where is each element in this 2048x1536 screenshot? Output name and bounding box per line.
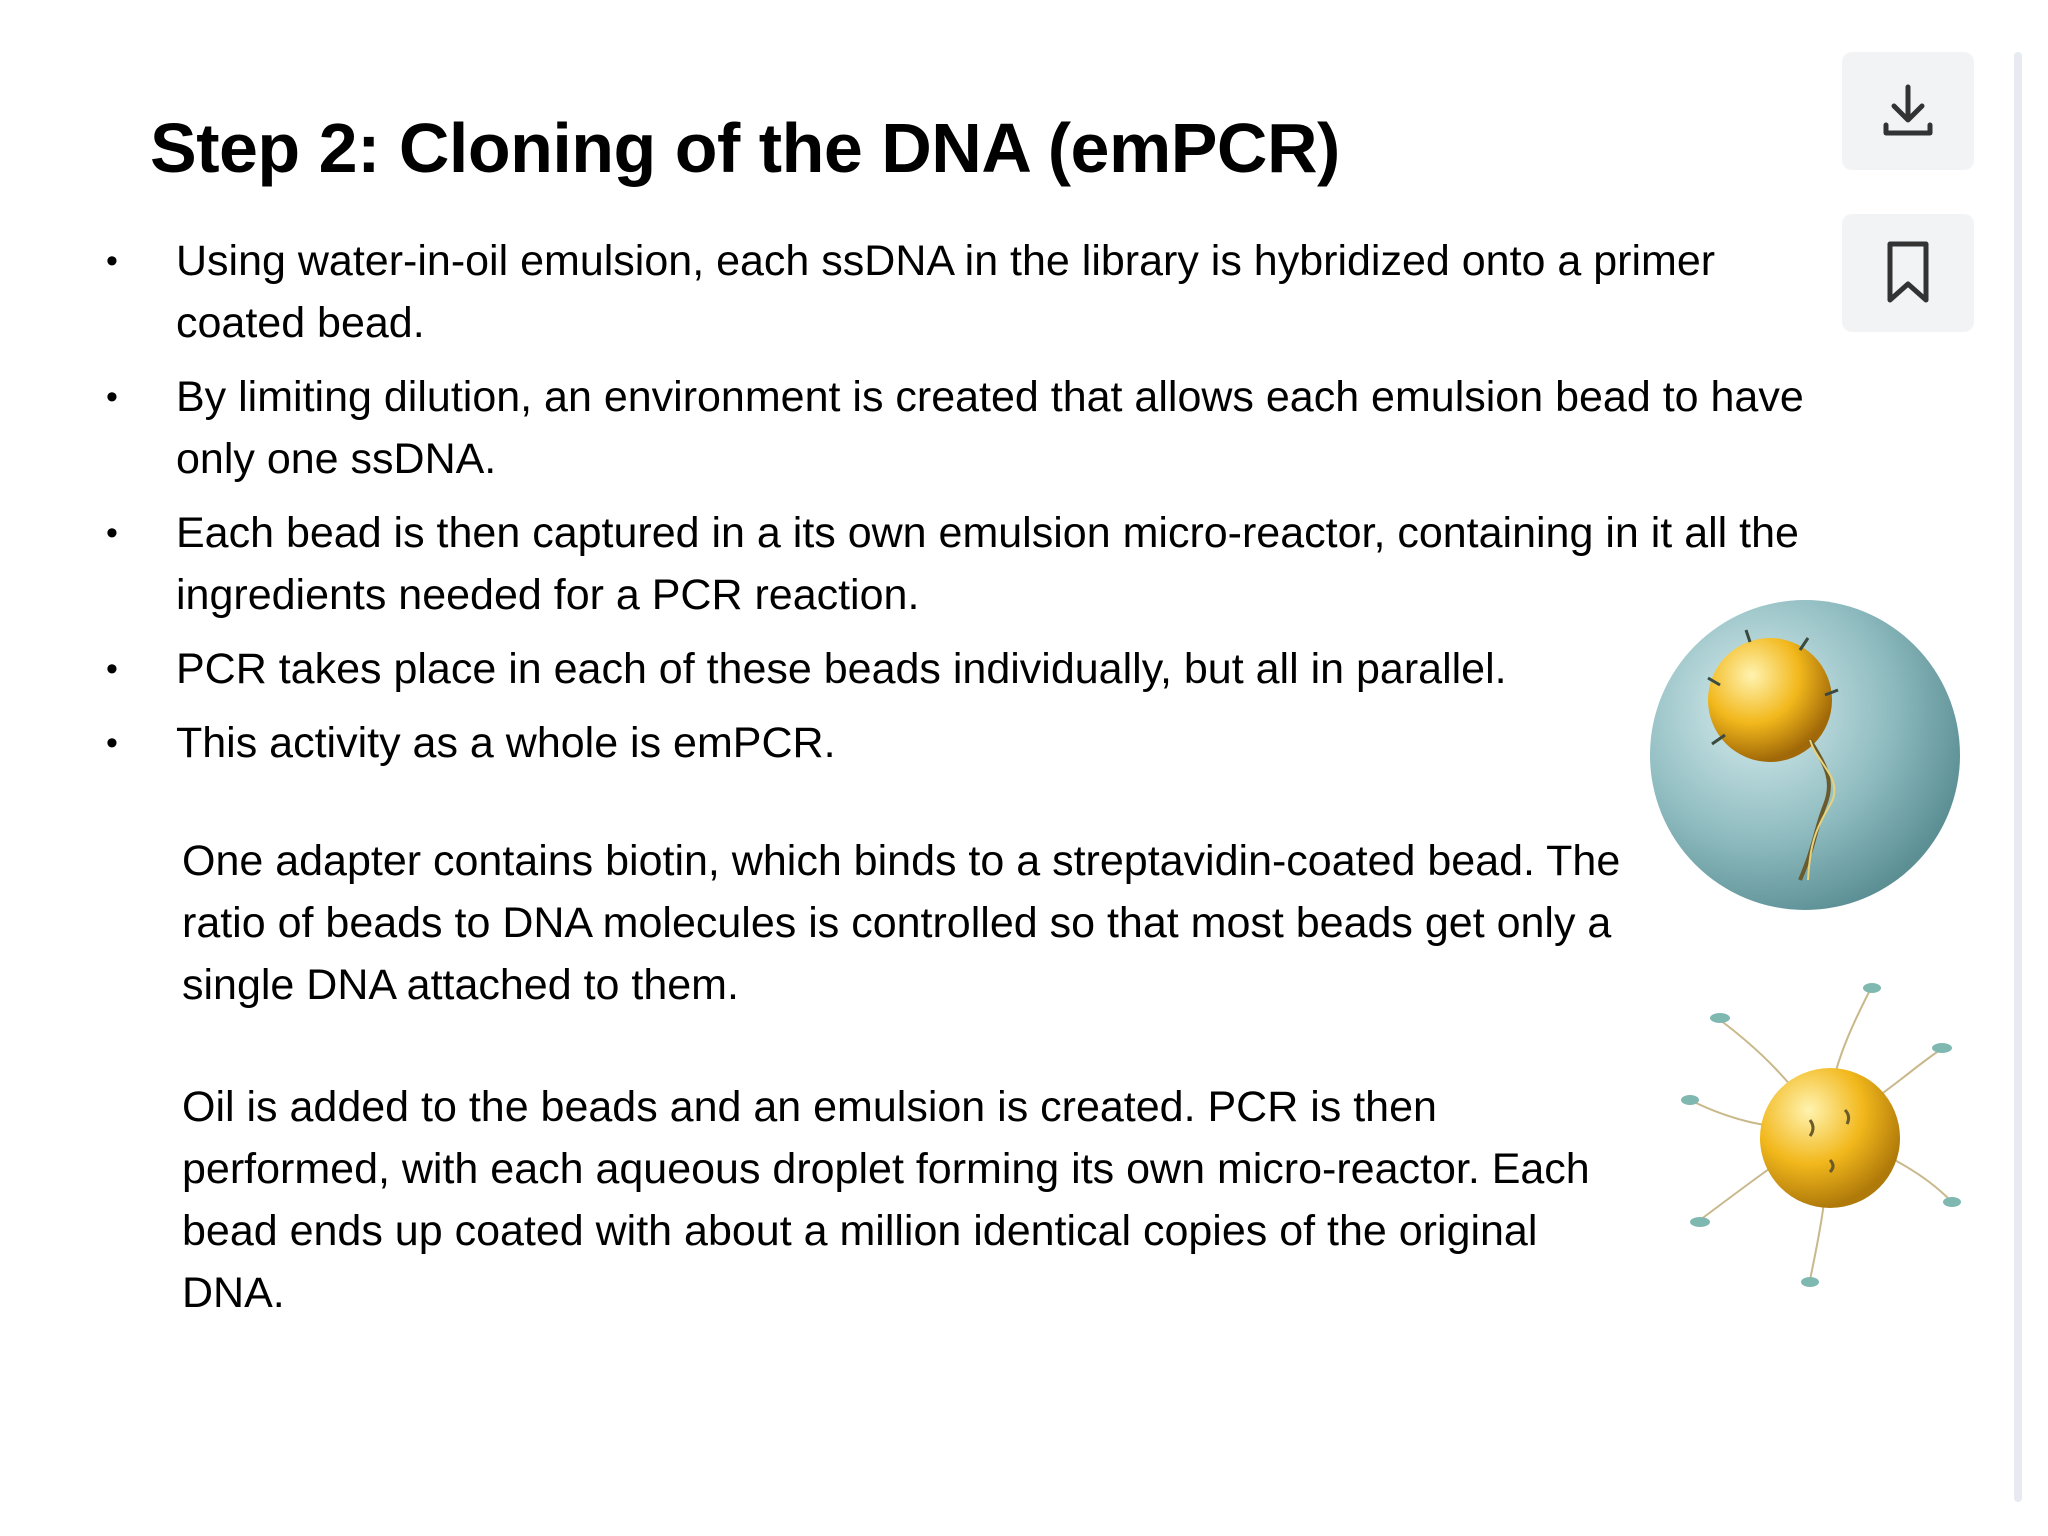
bookmark-icon: [1880, 238, 1936, 308]
coated-bead-illustration: [1680, 960, 1970, 1300]
download-button[interactable]: [1842, 52, 1974, 170]
bullet-item: [100, 230, 1840, 354]
bullet-glyph: •: [106, 724, 118, 762]
bookmark-button[interactable]: [1842, 214, 1974, 332]
bullet-text: Using water-in-oil emulsion, each ssDNA in the library is hybridized onto a primer coated bead.: [176, 237, 1716, 347]
bead-sphere: [1760, 1068, 1900, 1208]
slide-title: Step 2: Cloning of the DNA (emPCR): [150, 109, 1340, 187]
bullet-item: [100, 712, 1840, 774]
bullet-glyph: •: [106, 650, 118, 688]
bullet-glyph: •: [106, 242, 118, 280]
bullet-text: Each bead is then captured in a its own emulsion micro-reactor, containing in it all the ingredients needed for a PCR reaction.: [176, 509, 1799, 619]
bullet-item: [100, 638, 1840, 700]
bullet-text: This activity as a whole is emPCR.: [176, 719, 836, 767]
bullet-glyph: •: [106, 378, 118, 416]
paragraph-biotin: One adapter contains biotin, which binds to a streptavidin-coated bead. The ratio of beads to DNA molecules is controlled so that most beads get only a single DNA attached to them.: [182, 837, 1621, 1009]
bullet-glyph: •: [106, 514, 118, 552]
emulsion-droplet-illustration: [1640, 590, 1970, 920]
download-icon: [1876, 79, 1940, 143]
bullet-text: PCR takes place in each of these beads individually, but all in parallel.: [176, 645, 1507, 693]
bullet-text: By limiting dilution, an environment is created that allows each emulsion bead to have only one ssDNA.: [176, 373, 1804, 483]
bullet-list: [100, 230, 1840, 786]
paragraph-emulsion: Oil is added to the beads and an emulsion is created. PCR is then performed, with each aqueous droplet forming its own micro-reactor. Each bead ends up coated with about a million identical copies of the original DNA.: [182, 1083, 1590, 1317]
scrollbar[interactable]: [2014, 52, 2022, 1502]
bullet-item: [100, 366, 1840, 490]
bullet-item: [100, 502, 1840, 626]
